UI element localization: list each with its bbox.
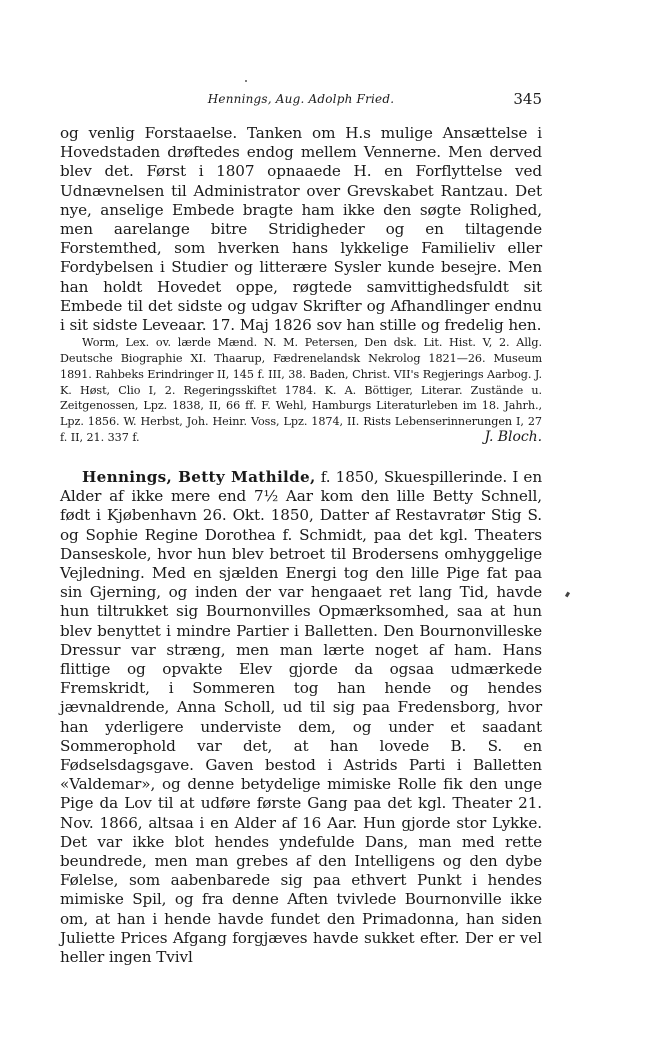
entry-text: f. 1850, Skuespillerinde. I en Alder af ikke mere end 7½ Aar kom den lille Betty Schnell, født i Kjøbenhavn 26. Okt. 1850, Datter af Restavratør Stig S. og Sophie Regine Dorothea f. Schmidt, paa det kgl. Theaters Danseskole, hvor hun blev betroet til Brodersens omhyggelige Vejledning. Med en sjælden Energi tog den lille Pige fat paa sin Gjerning, og inden der var hengaaet ret lang Tid, havde hun tiltrukket sig Bournonvilles Opmærksomhed, saa at hun blev benyttet i mindre Partier i Balletten. Den Bournonvilleske Dressur var stræng, men man lærte noget af ham. Hans flittige og opvakte Elev gjorde da ogsaa udmærkede Fremskridt, i Sommeren tog han hende og hendes jævnaldrende, Anna Scholl, ud til sig paa Fredensborg, hvor han yderligere underviste dem, og under et saadant Sommerophold var det, at han lovede B. S. en Fødselsdagsgave. Gaven bestod i Astrids Parti i Balletten «Valdemar», og denne betydelige mimiske Rolle fik den unge Pige da Lov til at udføre første Gang paa det kgl. Theater 21. Nov. 1866, altsaa i en Alder af 16 Aar. Hun gjorde stor Lykke. Det var ikke blot hendes yndefulde Dans, man med rette beundrede, men man grebes af den Intelligens og den dybe Følelse, som aabenbarede sig paa ethvert Punkt i hendes mimiske Spil, og fra denne Aften tvivlede Bournonville ikke om, at han i hende havde fundet den Primadonna, han siden Juliette Prices Afgang forgjæves havde sukket efter. Der er vel heller ingen Tvivl — [60, 468, 542, 967]
entry-paragraph — [60, 468, 542, 967]
references-text: Worm, Lex. ov. lærde Mænd. N. M. Petersen, Den dsk. Lit. Hist. V, 2. Allg. Deutsche Biographie XI. Thaarup, Fædrenelandsk Nekrolog 1821—26. Museum 1891. Rahbeks Erindringer II, 145 f. III, 38. Baden, Christ. VII's Regjerings Aarbog. J. K. Høst, Clio I, 2. Regeringsskiftet 1784. K. A. Böttiger, Literar. Zustände u. Zeitgenossen, Lpz. 1838, II, 66 ff. F. Wehl, Hamburgs Literaturleben im 18. Jahrh., Lpz. 1856. W. Herbst, Joh. Heinr. Voss, Lpz. 1874, II. Rists Lebenserinnerungen I, 27 f. II, 21. 337 f. — [60, 336, 542, 445]
page-number: 345 — [513, 90, 542, 108]
entry — [60, 468, 542, 967]
margin-mark — [565, 592, 570, 598]
previous-entry-text: og venlig Forstaaelse. Tanken om H.s mulige Ansættelse i Hovedstaden drøftedes endog mellem Vennerne. Men derved blev det. Først i 1807 opnaaede H. en Forflyttelse ved Udnævnelsen til Administrator over Grevskabet Rantzau. Det nye, anselige Embede bragte ham ikke den søgte Rolighed, men aarelange bitre Stridigheder og en tiltagende Forstemthed, som hverken hans lykkelige Familieliv eller Fordybelsen i Studier og litterære Sysler kunde besejre. Men han holdt Hovedet oppe, røgtede samvittighedsfuldt sit Embede til det sidste og udgav Skrifter og Afhandlinger endnu i sit sidste Leveaar. 17. Maj 1826 sov han stille og fredelig hen. — [60, 124, 542, 335]
previous-entry — [60, 124, 542, 446]
page-header — [60, 90, 542, 112]
stray-mark — [245, 80, 247, 82]
entry-headword: Hennings, Betty Mathilde, — [82, 468, 316, 486]
author-signature: J. Bloch. — [484, 429, 542, 446]
references — [60, 335, 542, 446]
running-title: Hennings, Aug. Adolph Fried. — [207, 92, 395, 106]
